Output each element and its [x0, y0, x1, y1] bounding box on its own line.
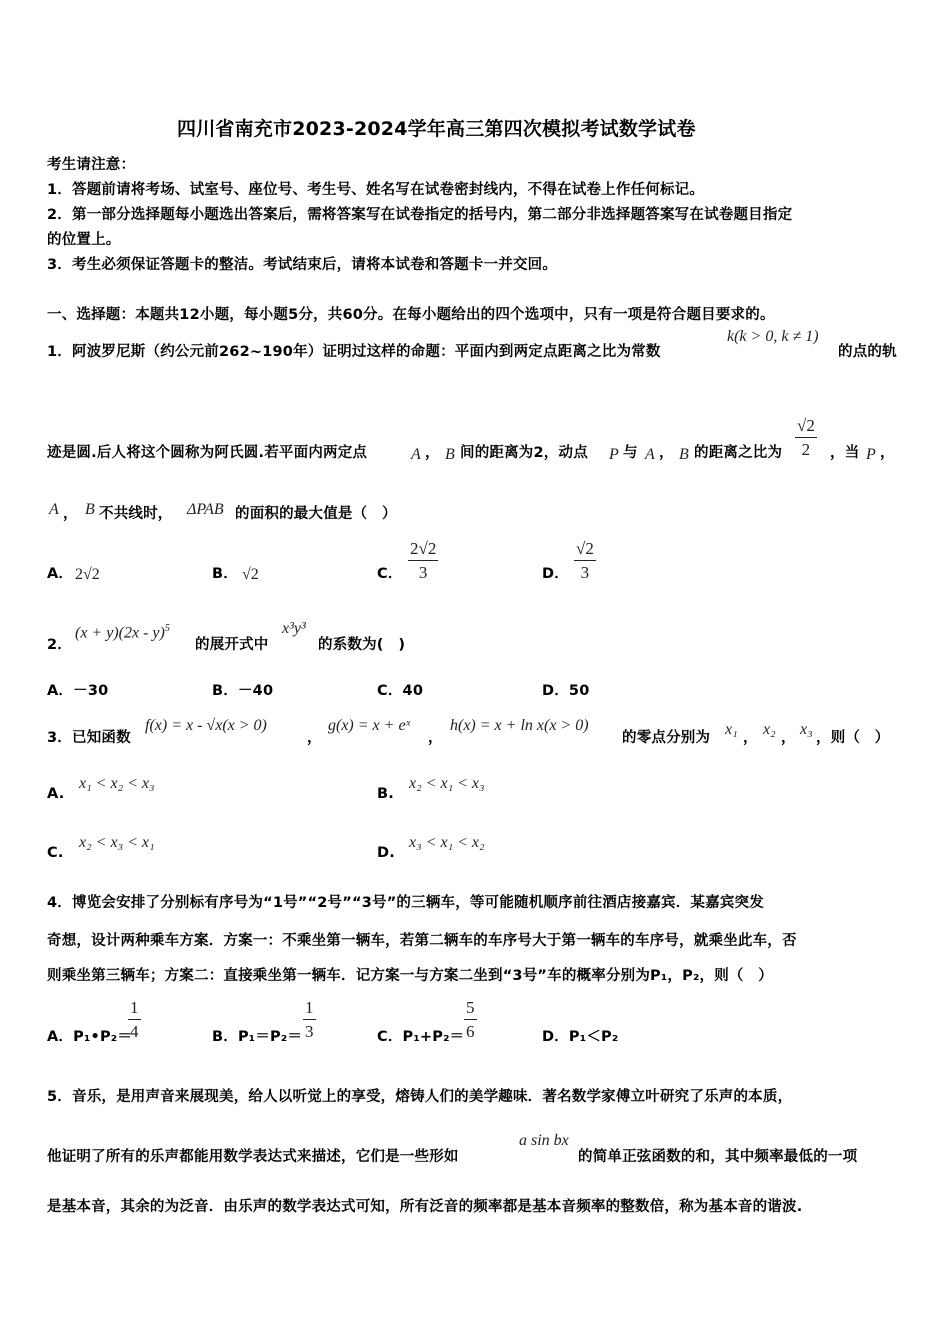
q2-option-a: A．－30 — [47, 683, 109, 699]
q1-option-b-value: √2 — [242, 566, 259, 583]
q1-k-condition: k(k > 0, k ≠ 1) — [727, 328, 819, 345]
q2-term: x³y³ — [282, 620, 306, 637]
q1-line2-b: 间的距离为2，动点 — [460, 445, 588, 461]
q1-option-d-label: D． — [542, 566, 569, 582]
q1-option-d-den: 3 — [580, 563, 590, 582]
q5-line3: 是基本音，其余的为泛音．由乐声的数学表达式可知，所有泛音的频率都是基本音频率的整数倍，称为基本音的谐波. — [47, 1199, 803, 1215]
q1-option-c-label: C． — [377, 566, 403, 582]
q1-triangle: ΔPAB — [187, 501, 224, 518]
q2-expression — [75, 623, 170, 642]
q3-comma4: ， — [781, 730, 796, 746]
q2-end: 的系数为( ) — [318, 637, 406, 653]
q3-option-b-label: B. — [377, 786, 394, 802]
q1-point-p2: P — [866, 446, 876, 463]
q4-option-d-text: D．P₁＜P₂ — [542, 1029, 619, 1045]
q4-option-c-text: C．P₁+P₂＝ — [377, 1029, 465, 1045]
q1-comma2: ， — [659, 445, 674, 461]
notice-item-2-cont: 的位置上。 — [47, 232, 121, 248]
q1-option-d-num: √2 — [576, 539, 594, 558]
q1-option-c-num: 2√2 — [410, 539, 437, 558]
q2-exponent: 5 — [164, 623, 170, 634]
notice-item-3: 3．考生必须保证答题卡的整洁。考试结束后，请将本试卷和答题卡一并交回。 — [47, 257, 558, 273]
q4-option-c-den: 6 — [466, 1022, 475, 1041]
q3-x2: x₂ — [763, 721, 776, 738]
q1-option-b-label: B． — [212, 566, 238, 582]
q1-comma3: ， — [880, 445, 895, 461]
q3-x3: x₃ — [800, 721, 813, 738]
q3-option-b-value: x₂ < x₁ < x₃ — [409, 775, 485, 792]
q5-line1: 5．音乐，是用声音来展现美，给人以听觉上的享受，熔铸人们的美学趣味．著名数学家傅立叶研究了乐声的本质， — [47, 1089, 793, 1105]
q1-option-c-den: 3 — [418, 563, 428, 582]
q4-option-b-text: B．P₁＝P₂＝ — [212, 1029, 303, 1045]
q5-asin-bx: a sin bx — [519, 1132, 569, 1149]
q1-line3-b: 的面积的最大值是（ ） — [235, 506, 397, 522]
q2-option-d: D．50 — [542, 683, 590, 699]
q3-mid: 的零点分别为 — [622, 730, 711, 746]
notice-item-2: 2．第一部分选择题每小题选出答案后，需将答案写在试卷指定的括号内，第二部分非选择题答案写在试卷题目指定 — [47, 207, 793, 223]
q3-option-c-label: C. — [47, 845, 64, 861]
q2-option-c: C．40 — [377, 683, 424, 699]
q1-comma: ， — [425, 445, 440, 461]
q4-option-a-text: A．P₁•P₂＝ — [47, 1029, 133, 1045]
q1-line1: 1．阿波罗尼斯（约公元前262~190年）证明过这样的命题：平面内到两定点距离之比为常数 — [47, 344, 661, 360]
q3-function-h: h(x) = x + ln x(x > 0) — [450, 717, 589, 734]
q1-line2-d: 的距离之比为 — [694, 445, 783, 461]
q1-line2-c: 与 — [623, 445, 638, 461]
q2-expression-base: (x + y)(2x - y) — [75, 624, 165, 642]
notice-heading: 考生请注意： — [47, 157, 136, 173]
q1-point-a2: A — [645, 446, 655, 463]
q3-lead: 3．已知函数 — [47, 730, 131, 746]
q3-end: ，则（ ） — [816, 730, 890, 746]
q1-option-a-value: 2√2 — [75, 566, 100, 583]
q4-option-a-num: 1 — [130, 998, 139, 1017]
page-title: 四川省南充市2023-2024学年高三第四次模拟考试数学试卷 — [177, 118, 696, 140]
q1-option-c-fraction — [408, 540, 438, 581]
q1-point-a3: A — [49, 501, 59, 518]
notice-item-1: 1．答题前请将考场、试室号、座位号、考生号、姓名写在试卷密封线内，不得在试卷上作任何标记。 — [47, 182, 705, 198]
q5-line2-b: 的简单正弦函数的和，其中频率最低的一项 — [578, 1149, 858, 1165]
q1-point-a: A — [411, 446, 421, 463]
q4-option-b-fraction — [303, 999, 316, 1040]
q2-option-b: B．－40 — [212, 683, 274, 699]
q1-point-b2: B — [679, 446, 689, 463]
section-heading: 一、选择题：本题共12小题，每小题5分，共60分。在每小题给出的四个选项中，只有一项是符合题目要求的。 — [47, 307, 775, 323]
q2-number: 2． — [47, 637, 72, 653]
q4-option-a-fraction — [128, 999, 141, 1040]
q1-option-d-fraction — [574, 540, 596, 581]
q4-line1: 4．博览会安排了分别标有序号为“1号”“2号”“3号”的三辆车，等可能随机顺序前往酒店接嘉宾．某嘉宾突发 — [47, 895, 764, 911]
q3-comma2: ， — [428, 730, 443, 746]
q3-option-a-label: A. — [47, 786, 65, 802]
q1-ratio-num: √2 — [797, 416, 815, 435]
q4-line3: 则乘坐第三辆车；方案二：直接乘坐第一辆车．记方案一与方案二坐到“3号”车的概率分别为P₁，P₂，则（ ） — [47, 968, 774, 984]
q1-line2-e: ，当 — [830, 445, 860, 461]
q1-line2: 迹是圆.后人将这个圆称为阿氏圆.若平面内两定点 — [47, 445, 368, 461]
q1-point-b3: B — [85, 501, 95, 518]
q3-option-a-value: x₁ < x₂ < x₃ — [79, 775, 155, 792]
q3-option-c-value: x₂ < x₃ < x₁ — [79, 834, 155, 851]
q4-option-a-den: 4 — [130, 1022, 139, 1041]
q1-option-a-label: A． — [47, 566, 74, 582]
q5-line2: 他证明了所有的乐声都能用数学表达式来描述，它们是一些形如 — [47, 1149, 459, 1165]
q4-option-b-den: 3 — [305, 1022, 314, 1041]
q4-option-c-fraction — [464, 999, 477, 1040]
q1-ratio-fraction — [795, 417, 817, 458]
q1-point-b: B — [445, 446, 455, 463]
q2-mid: 的展开式中 — [195, 637, 269, 653]
q3-x1: x₁ — [725, 721, 738, 738]
q1-point-p: P — [609, 446, 619, 463]
q4-option-c-num: 5 — [466, 998, 475, 1017]
q1-line1-end: 的点的轨 — [838, 344, 897, 360]
q4-line2: 奇想，设计两种乘车方案．方案一：不乘坐第一辆车，若第二辆车的车序号大于第一辆车的车序号，就乘坐此车，否 — [47, 933, 797, 949]
q3-function-f: f(x) = x - √x(x > 0) — [145, 717, 267, 734]
q3-option-d-label: D. — [377, 845, 395, 861]
q4-option-b-num: 1 — [305, 998, 314, 1017]
q1-comma4: ， — [63, 506, 78, 522]
q1-line3: 不共线时， — [99, 506, 173, 522]
q3-comma3: ， — [743, 730, 758, 746]
q3-function-g: g(x) = x + eˣ — [328, 717, 411, 734]
q3-comma1: ， — [307, 730, 322, 746]
q3-option-d-value: x₃ < x₁ < x₂ — [409, 834, 485, 851]
q1-ratio-den: 2 — [801, 440, 811, 459]
